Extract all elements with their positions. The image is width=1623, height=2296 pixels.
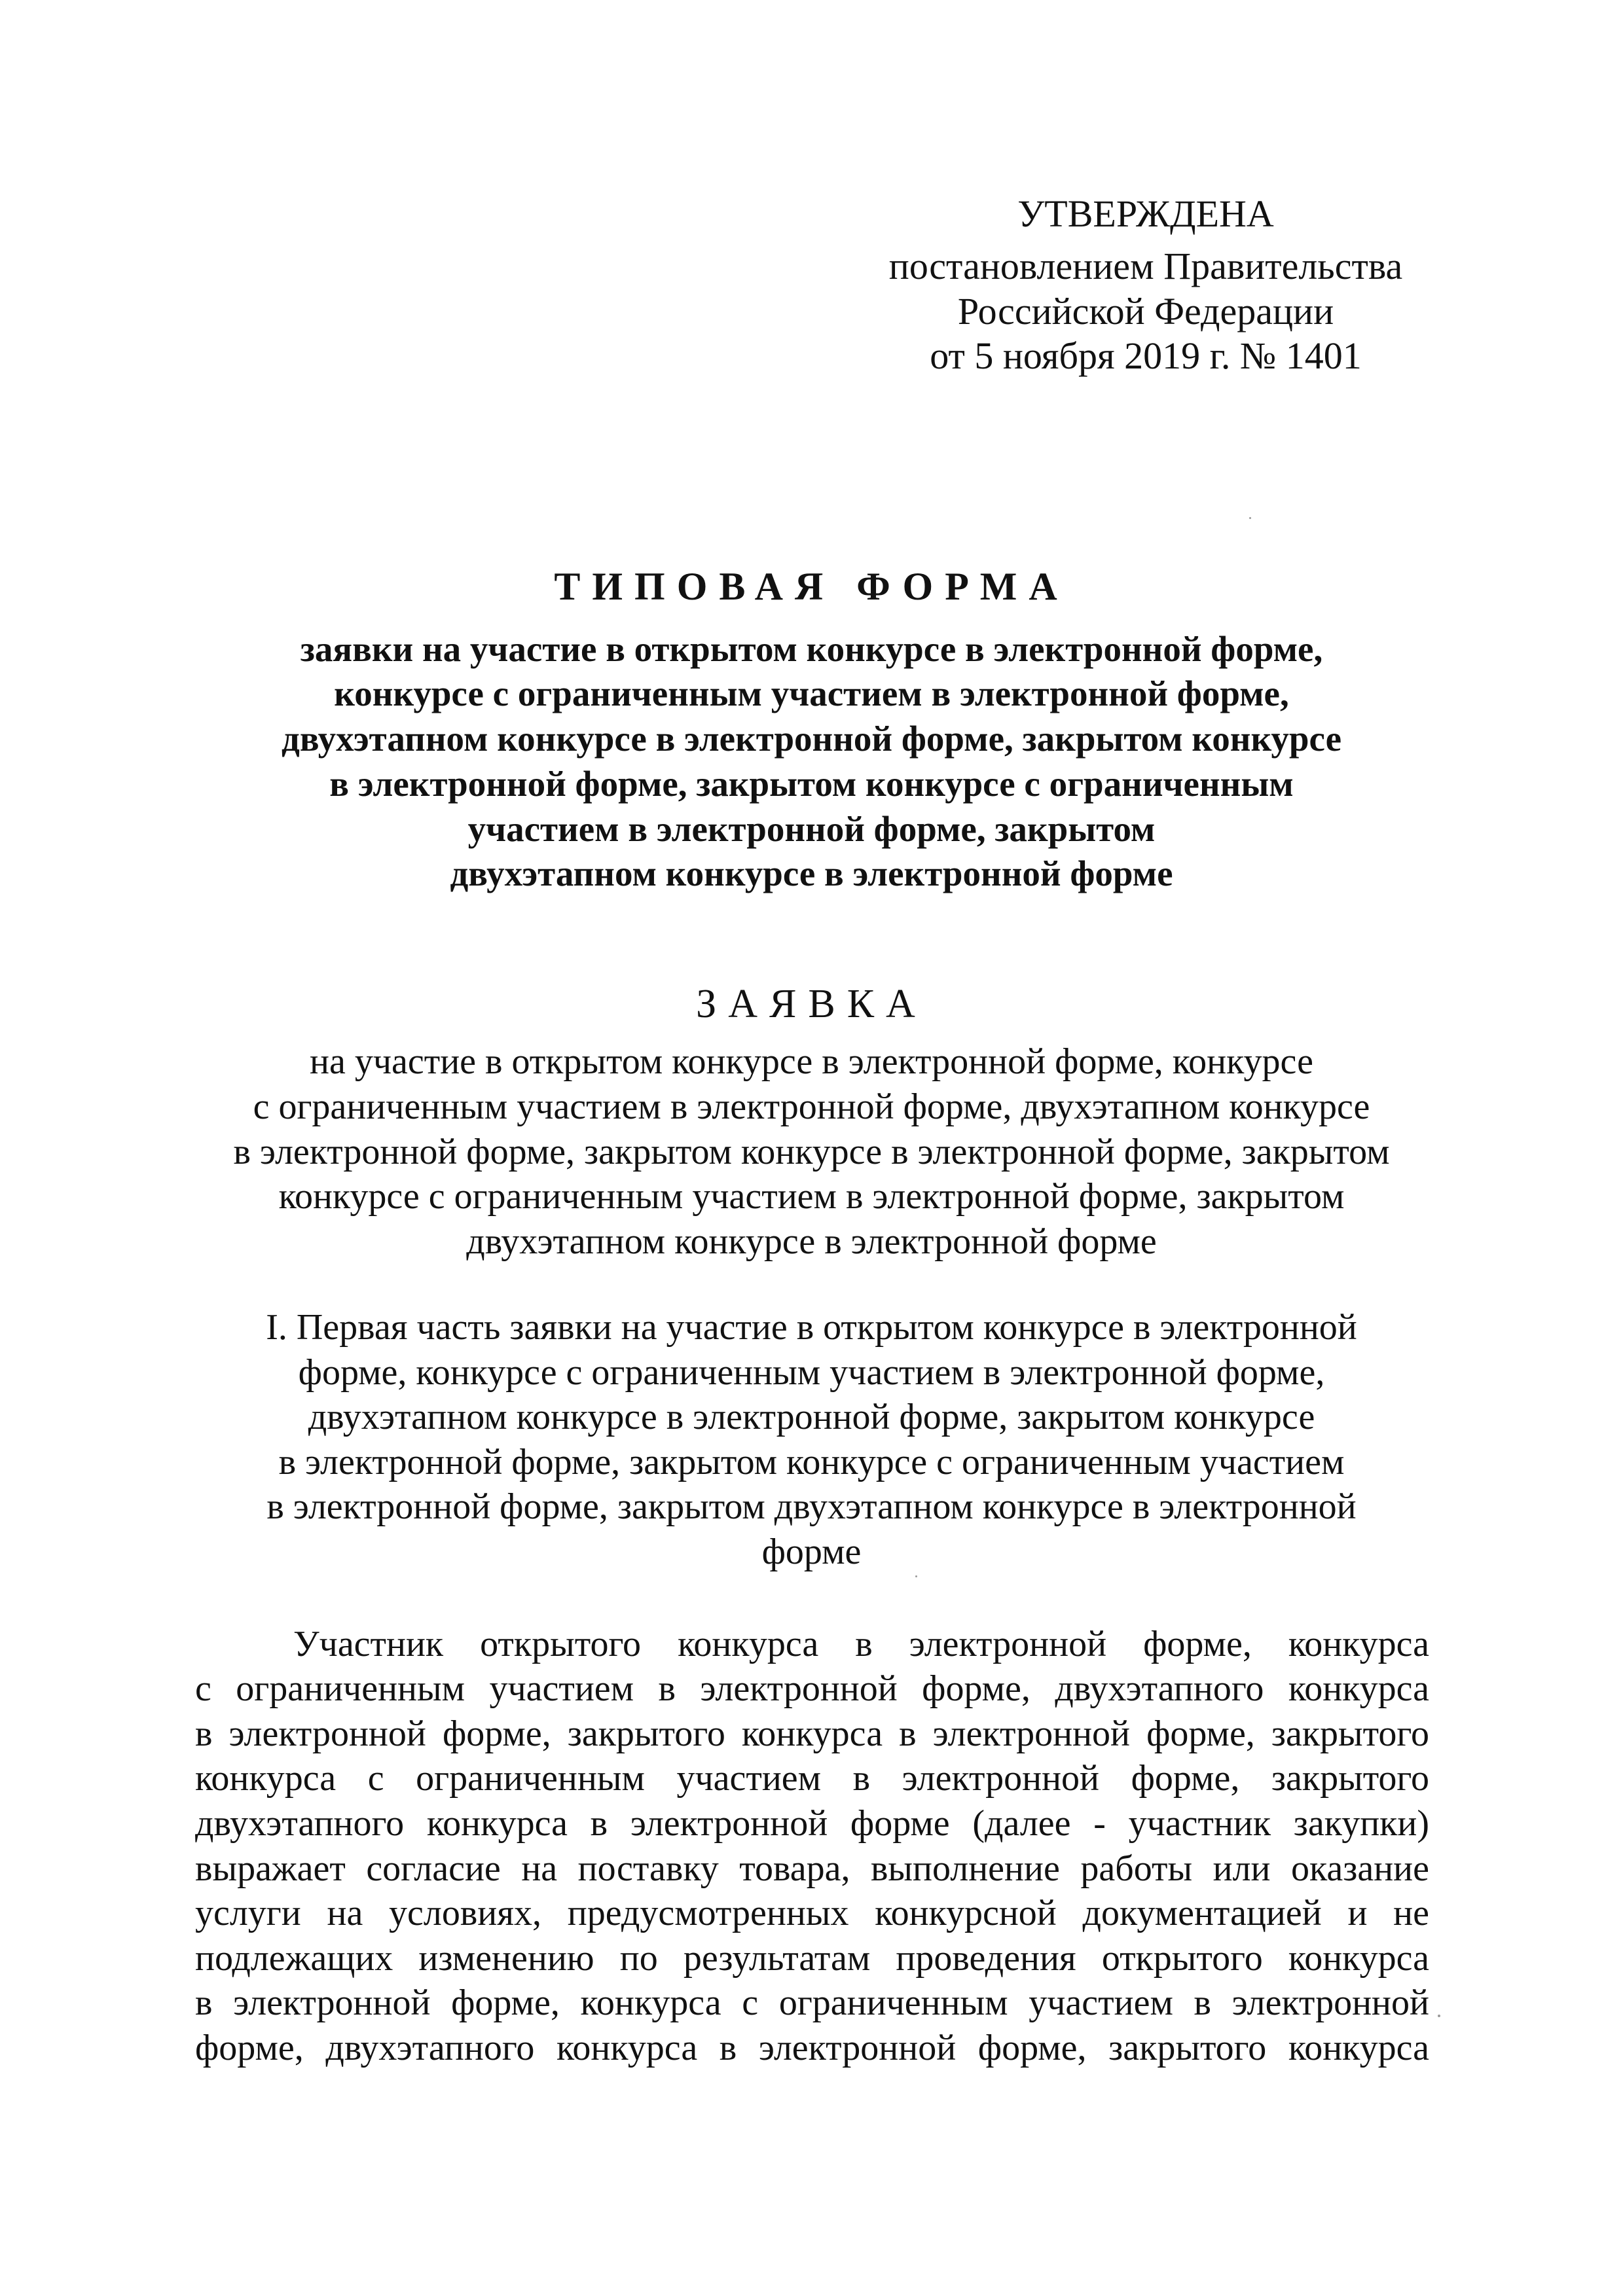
form-subtitle-line: в электронной форме, закрытом конкурсе с ограниченным (329, 764, 1294, 804)
approval-line-federation: Российской Федерации (957, 290, 1334, 332)
section-1-heading-line: форме (761, 1532, 862, 1572)
section-1-heading-line: I. Первая часть заявки на участие в открытом конкурсе в электронной (266, 1307, 1357, 1348)
form-subtitle-line: двухэтапном конкурсе в электронной форме (450, 853, 1173, 893)
body-line: подлежащих изменению по результатам проведения открытого конкурса (195, 1938, 1429, 1979)
form-subtitle-line: двухэтапном конкурсе в электронной форме, закрытом конкурсе (282, 719, 1341, 759)
approval-line-resolution: постановлением Правительства (888, 245, 1403, 287)
body-line: в электронной форме, конкурса с ограниченным участием в электронной (195, 1982, 1429, 2023)
form-subtitle-line: участием в электронной форме, закрытом (467, 809, 1156, 849)
section-1-heading-line: форме, конкурсе с ограниченным участием в электронной форме, (298, 1352, 1325, 1393)
body-line: Участник открытого конкурса в электронной форме, конкурса (293, 1624, 1429, 1664)
section-1-heading-line: двухэтапном конкурсе в электронной форме, закрытом конкурсе (308, 1397, 1315, 1437)
body-line: форме, двухэтапного конкурса в электронной форме, закрытого конкурса (195, 2028, 1429, 2068)
body-line: двухэтапного конкурса в электронной форме (далее - участник закупки) (195, 1803, 1429, 1844)
scan-speck (915, 1575, 917, 1577)
section-1-heading-line: в электронной форме, закрытом конкурсе с ограниченным участием (278, 1442, 1345, 1482)
application-subtitle-line: конкурсе с ограниченным участием в электронной форме, закрытом (278, 1176, 1345, 1217)
approval-stamp: УТВЕРЖДЕНА (1017, 192, 1274, 235)
application-subtitle-line: с ограниченным участием в электронной форме, двухэтапном конкурсе (253, 1086, 1370, 1127)
application-subtitle-line: на участие в открытом конкурсе в электронной форме, конкурсе (310, 1041, 1313, 1082)
approval-line-date-number: от 5 ноября 2019 г. № 1401 (930, 334, 1362, 377)
form-heading: ТИПОВАЯ ФОРМА (554, 565, 1069, 608)
form-subtitle-line: конкурсе с ограниченным участием в электронной форме, (334, 673, 1289, 713)
application-subtitle-line: в электронной форме, закрытом конкурсе в электронной форме, закрытом (233, 1132, 1390, 1172)
application-subtitle-line: двухэтапном конкурсе в электронной форме (466, 1221, 1157, 1262)
section-1-heading-line: в электронной форме, закрытом двухэтапном конкурсе в электронной (266, 1486, 1357, 1527)
body-line: в электронной форме, закрытого конкурса в электронной форме, закрытого (195, 1713, 1429, 1754)
body-line: конкурса с ограниченным участием в электронной форме, закрытого (195, 1758, 1429, 1799)
body-line: услуги на условиях, предусмотренных конкурсной документацией и не (195, 1893, 1429, 1933)
scan-speck (1438, 2015, 1440, 2017)
body-line: выражает согласие на поставку товара, выполнение работы или оказание (195, 1848, 1429, 1889)
application-heading: ЗАЯВКА (696, 982, 927, 1026)
form-subtitle-line: заявки на участие в открытом конкурсе в электронной форме, (300, 629, 1323, 669)
scan-speck (1249, 517, 1251, 519)
body-line: с ограниченным участием в электронной форме, двухэтапного конкурса (195, 1668, 1429, 1709)
